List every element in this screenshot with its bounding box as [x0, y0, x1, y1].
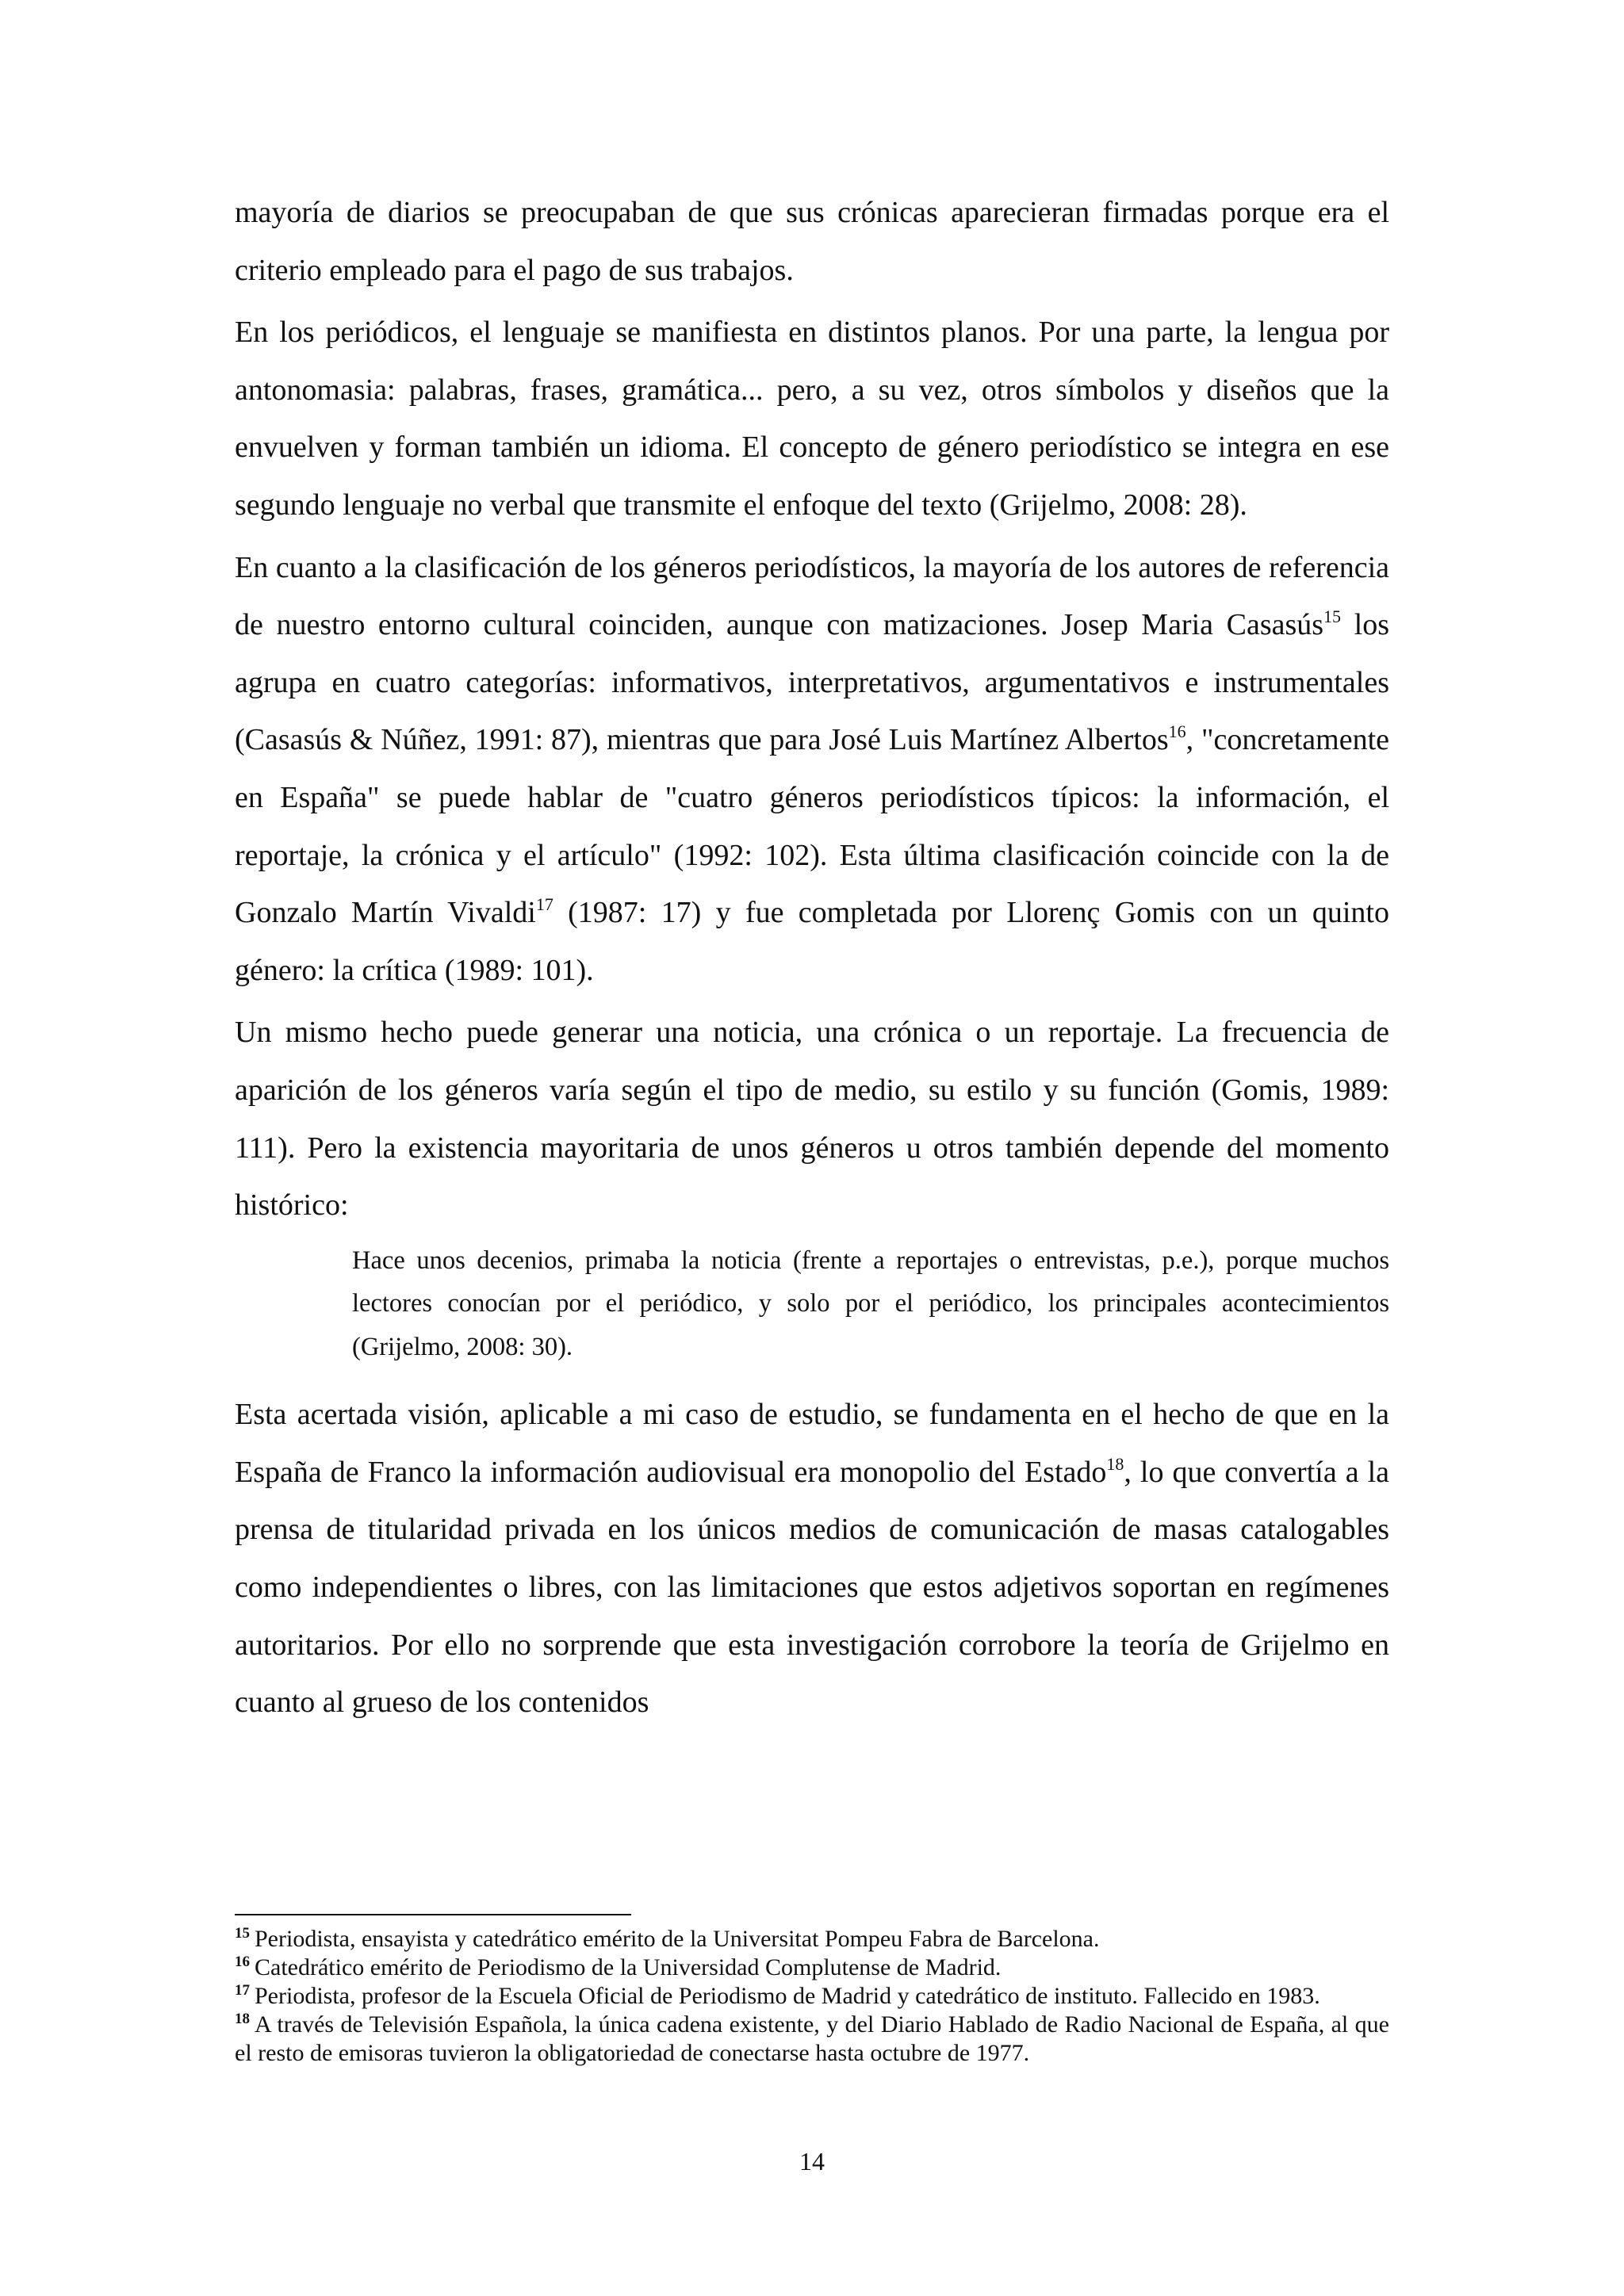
paragraph-5	[235, 1386, 1389, 1732]
footnote-separator	[235, 1914, 631, 1915]
footnote-ref-15[interactable]: 15	[1323, 607, 1342, 627]
footnote-number: 18	[235, 2011, 250, 2027]
footnote-text: Catedrático emérito de Periodismo de la Universidad Complutense de Madrid.	[255, 1954, 1002, 1980]
footnote-text: A través de Televisión Española, la única cadena existente, y del Diario Hablado de Radio Nacional de España, al que el resto de emisoras tuvieron la obligatoriedad de conectarse hasta octubre de 1977.	[235, 2011, 1389, 2066]
paragraph-5-part-a: Esta acertada visión, aplicable a mi caso de estudio, se fundamenta en el hecho de que en la España de Franco la información audiovisual era monopolio del Estado	[235, 1398, 1389, 1489]
footnote-number: 17	[235, 1982, 250, 1999]
footnote-15	[235, 1925, 1389, 1954]
footnote-number: 16	[235, 1954, 250, 1970]
footnote-ref-16[interactable]: 16	[1168, 721, 1186, 742]
paragraph-3-part-c: , "concretamente en España" se puede hablar de "cuatro géneros periodísticos típicos: la información, el reportaje, la crónica y el artículo" (1992: 102). Esta última clasificación coincide con la de Gonzalo Martín Vivaldi	[235, 723, 1389, 930]
paragraph-5-part-b: , lo que convertía a la prensa de titularidad privada en los únicos medios de comunicación de masas catalogables como independientes o libres, con las limitaciones que estos adjetivos soportan en regímenes autoritarios. Por ello no sorprende que esta investigación corrobore la teoría de Grijelmo en cuanto al grueso de los contenidos	[235, 1455, 1389, 1720]
paragraph-3	[235, 539, 1389, 1000]
footnote-ref-17[interactable]: 17	[535, 894, 553, 915]
footnote-17	[235, 1982, 1389, 2011]
paragraph-3-part-a: En cuanto a la clasificación de los géneros periodísticos, la mayoría de los autores de referencia de nuestro entorno cultural coinciden, aunque con matizaciones. Josep Maria Casasús	[235, 550, 1389, 642]
footnotes	[235, 1925, 1389, 2068]
paragraph-3-part-d: (1987: 17) y fue completada por Llorenç Gomis con un quinto género: la crítica (1989: 101).	[235, 896, 1389, 987]
paragraph-1: mayoría de diarios se preocupaban de que sus crónicas aparecieran firmadas porque era el criterio empleado para el pago de sus trabajos.	[235, 196, 1389, 287]
footnote-text: Periodista, ensayista y catedrático emérito de la Universitat Pompeu Fabra de Barcelona.	[255, 1926, 1100, 1952]
paragraph-3-part-b: los agrupa en cuatro categorías: informativos, interpretativos, argumentativos e instrumentales (Casasús & Núñez, 1991: 87), mientras que para José Luis Martínez Albertos	[235, 608, 1389, 757]
body-text	[235, 184, 1389, 1736]
footnote-16	[235, 1954, 1389, 1982]
footnote-ref-18[interactable]: 18	[1106, 1453, 1124, 1474]
footnote-text: Periodista, profesor de la Escuela Oficial de Periodismo de Madrid y catedrático de instituto. Fallecido en 1983.	[255, 1983, 1320, 2009]
footnote-18	[235, 2011, 1389, 2068]
paragraph-2: En los periódicos, el lenguaje se manifiesta en distintos planos. Por una parte, la lengua por antonomasia: palabras, frases, gramática... pero, a su vez, otros símbolos y diseños que la envuelven y forman también un idioma. El concepto de género periodístico se integra en ese segundo lenguaje no verbal que transmite el enfoque del texto (Grijelmo, 2008: 28).	[235, 316, 1389, 522]
block-quote: Hace unos decenios, primaba la noticia (frente a reportajes o entrevistas, p.e.), porque muchos lectores conocían por el periódico, y solo por el periódico, los principales acontecimientos (Grijelmo, 2008: 30).	[352, 1246, 1389, 1361]
page-number: 14	[799, 2147, 825, 2175]
footnote-number: 15	[235, 1925, 250, 1942]
paragraph-4: Un mismo hecho puede generar una noticia, una crónica o un reportaje. La frecuencia de aparición de los géneros varía según el tipo de medio, su estilo y su función (Gomis, 1989: 111). Pero la existencia mayoritaria de unos géneros u otros también depende del momento histórico:	[235, 1016, 1389, 1223]
